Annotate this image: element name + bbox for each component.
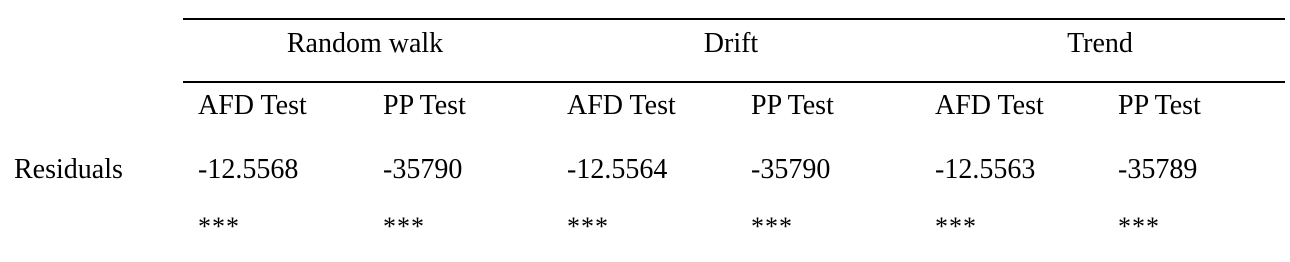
column-header-pp-drift: PP Test (751, 90, 834, 121)
significance-afd-random-walk: *** (198, 212, 240, 241)
group-header-trend: Trend (1067, 28, 1133, 59)
significance-afd-drift: *** (567, 212, 609, 241)
significance-pp-drift: *** (751, 212, 793, 241)
column-header-afd-drift: AFD Test (567, 90, 676, 121)
row-label-residuals: Residuals (14, 154, 123, 185)
value-afd-random-walk: -12.5568 (198, 154, 299, 185)
column-header-pp-trend: PP Test (1118, 90, 1201, 121)
value-pp-trend: -35789 (1118, 154, 1198, 185)
group-header-drift: Drift (703, 28, 759, 59)
significance-afd-trend: *** (935, 212, 977, 241)
top-rule (183, 18, 1285, 20)
significance-pp-trend: *** (1118, 212, 1160, 241)
value-afd-trend: -12.5563 (935, 154, 1036, 185)
group-header-random-walk: Random walk (286, 28, 444, 59)
column-header-pp-random-walk: PP Test (383, 90, 466, 121)
value-afd-drift: -12.5564 (567, 154, 668, 185)
value-pp-random-walk: -35790 (383, 154, 463, 185)
value-pp-drift: -35790 (751, 154, 831, 185)
header-rule (183, 81, 1285, 83)
significance-pp-random-walk: *** (383, 212, 425, 241)
column-header-afd-trend: AFD Test (935, 90, 1044, 121)
column-header-afd-random-walk: AFD Test (198, 90, 307, 121)
